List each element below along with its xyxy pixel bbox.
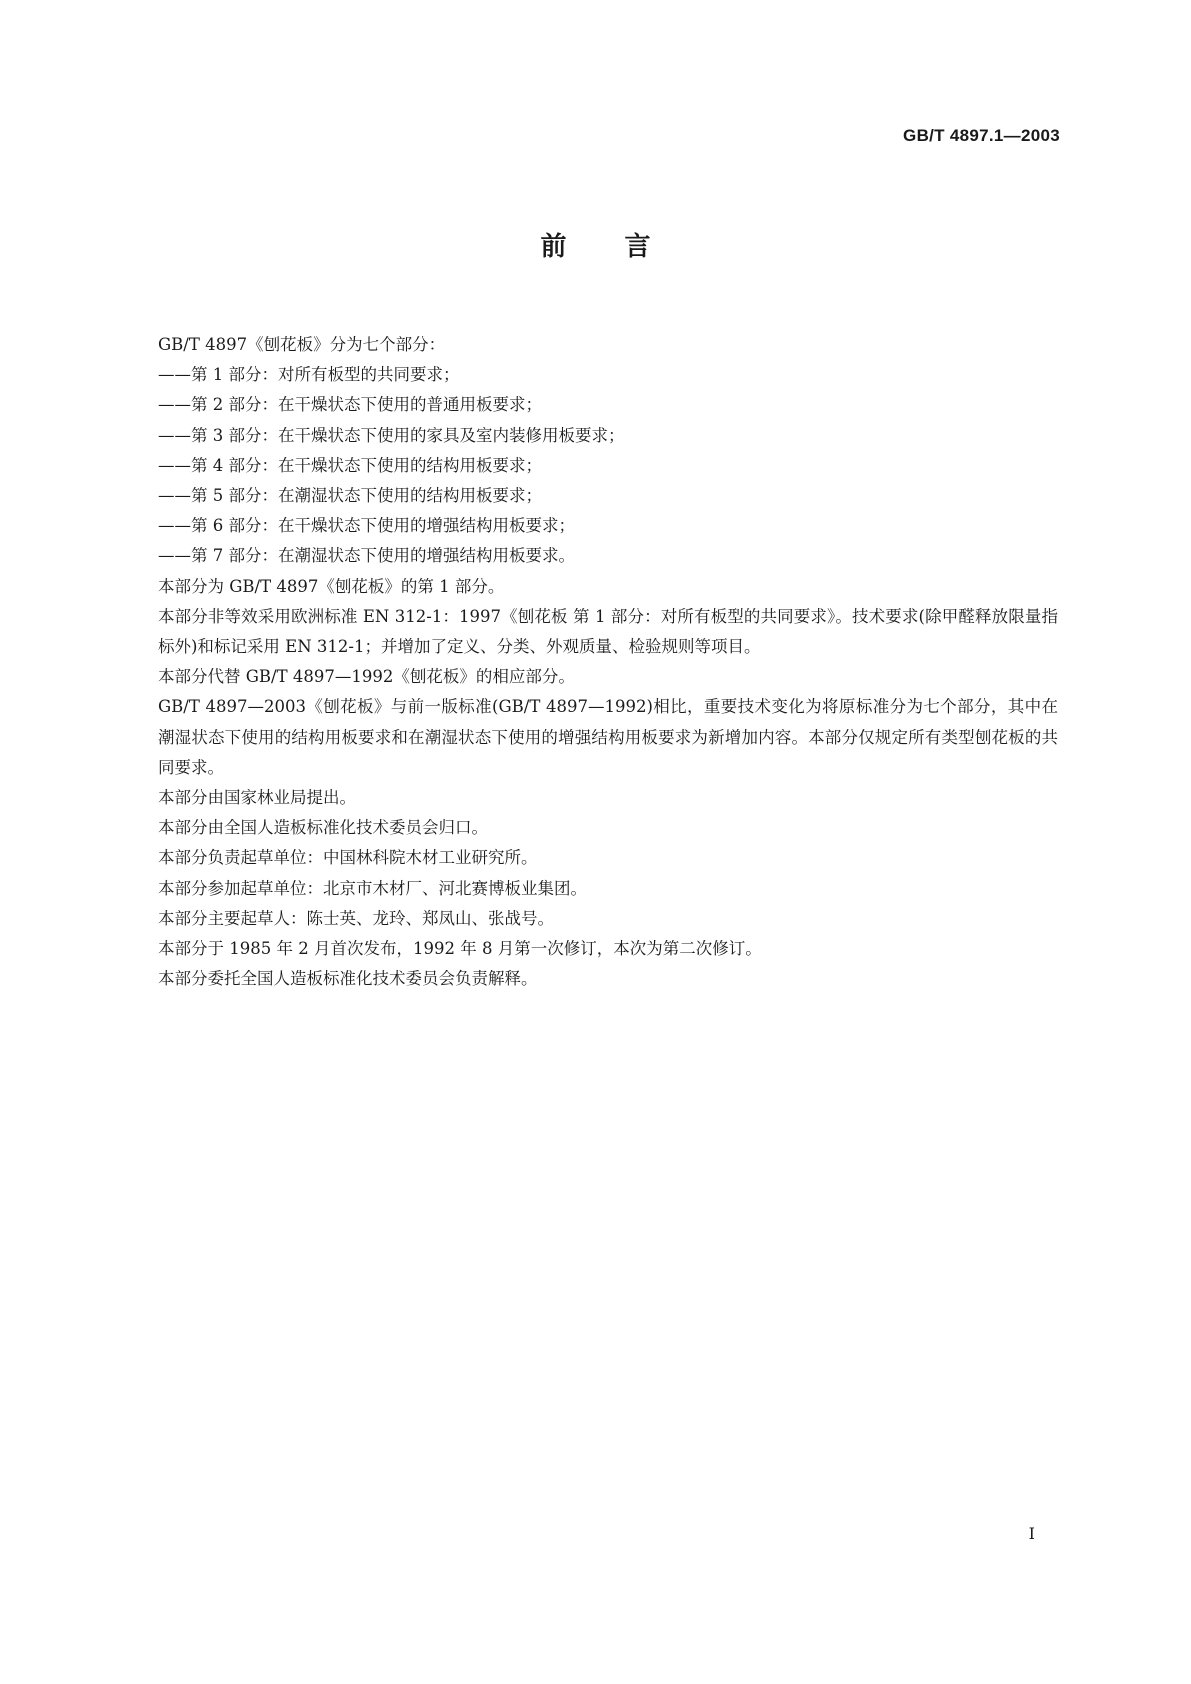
- document-id: GB/T 4897.1—2003: [903, 126, 1060, 145]
- list-item-part-2: ——第 2 部分：在干燥状态下使用的普通用板要求；: [158, 395, 542, 415]
- list-item-part-7: ——第 7 部分：在潮湿状态下使用的增强结构用板要求。: [158, 546, 575, 566]
- list-item-part-5: ——第 5 部分：在潮湿状态下使用的结构用板要求；: [158, 486, 542, 506]
- list-item-part-3: ——第 3 部分：在干燥状态下使用的家具及室内装修用板要求；: [158, 425, 625, 445]
- preface-body: [158, 330, 1058, 994]
- paragraph-proposed-by: 本部分由国家林业局提出。: [158, 788, 356, 808]
- paragraph-intro: GB/T 4897《刨花板》分为七个部分：: [158, 335, 446, 354]
- page-number: I: [1028, 1524, 1035, 1543]
- page-title: 前言: [540, 232, 709, 262]
- paragraph-centralized-by: 本部分由全国人造板标准化技术委员会归口。: [158, 818, 488, 838]
- paragraph-drafting-unit: 本部分负责起草单位：中国林科院木材工业研究所。: [158, 848, 538, 868]
- list-item-part-1: ——第 1 部分：对所有板型的共同要求；: [158, 365, 460, 385]
- paragraph-replaces: 本部分代替 GB/T 4897—1992《刨花板》的相应部分。: [158, 667, 575, 687]
- paragraph-participating-units: 本部分参加起草单位：北京市木材厂、河北赛博板业集团。: [158, 878, 587, 898]
- paragraph-history: 本部分于 1985 年 2 月首次发布，1992 年 8 月第一次修订，本次为第二次修订。: [158, 939, 762, 959]
- paragraph-drafters: 本部分主要起草人：陈士英、龙玲、郑凤山、张战号。: [158, 908, 554, 928]
- paragraph-interpretation: 本部分委托全国人造板标准化技术委员会负责解释。: [158, 969, 538, 989]
- paragraph-changes: GB/T 4897—2003《刨花板》与前一版标准(GB/T 4897—1992)相比，重要技术变化为将原标准分为七个部分，其中在潮湿状态下使用的结构用板要求和在潮湿状态下使用的增强结构用板要求为新增加内容。本部分仅规定所有类型刨花板的共同要求。: [158, 697, 1058, 777]
- paragraph-part-scope: 本部分为 GB/T 4897《刨花板》的第 1 部分。: [158, 576, 505, 596]
- list-item-part-4: ——第 4 部分：在干燥状态下使用的结构用板要求；: [158, 455, 542, 475]
- paragraph-adoption: 本部分非等效采用欧洲标准 EN 312-1：1997《刨花板 第 1 部分：对所有板型的共同要求》。技术要求(除甲醛释放限量指标外)和标记采用 EN 312-1；并增加了定义、分类、外观质量、检验规则等项目。: [158, 606, 1058, 657]
- list-item-part-6: ——第 6 部分：在干燥状态下使用的增强结构用板要求；: [158, 516, 575, 536]
